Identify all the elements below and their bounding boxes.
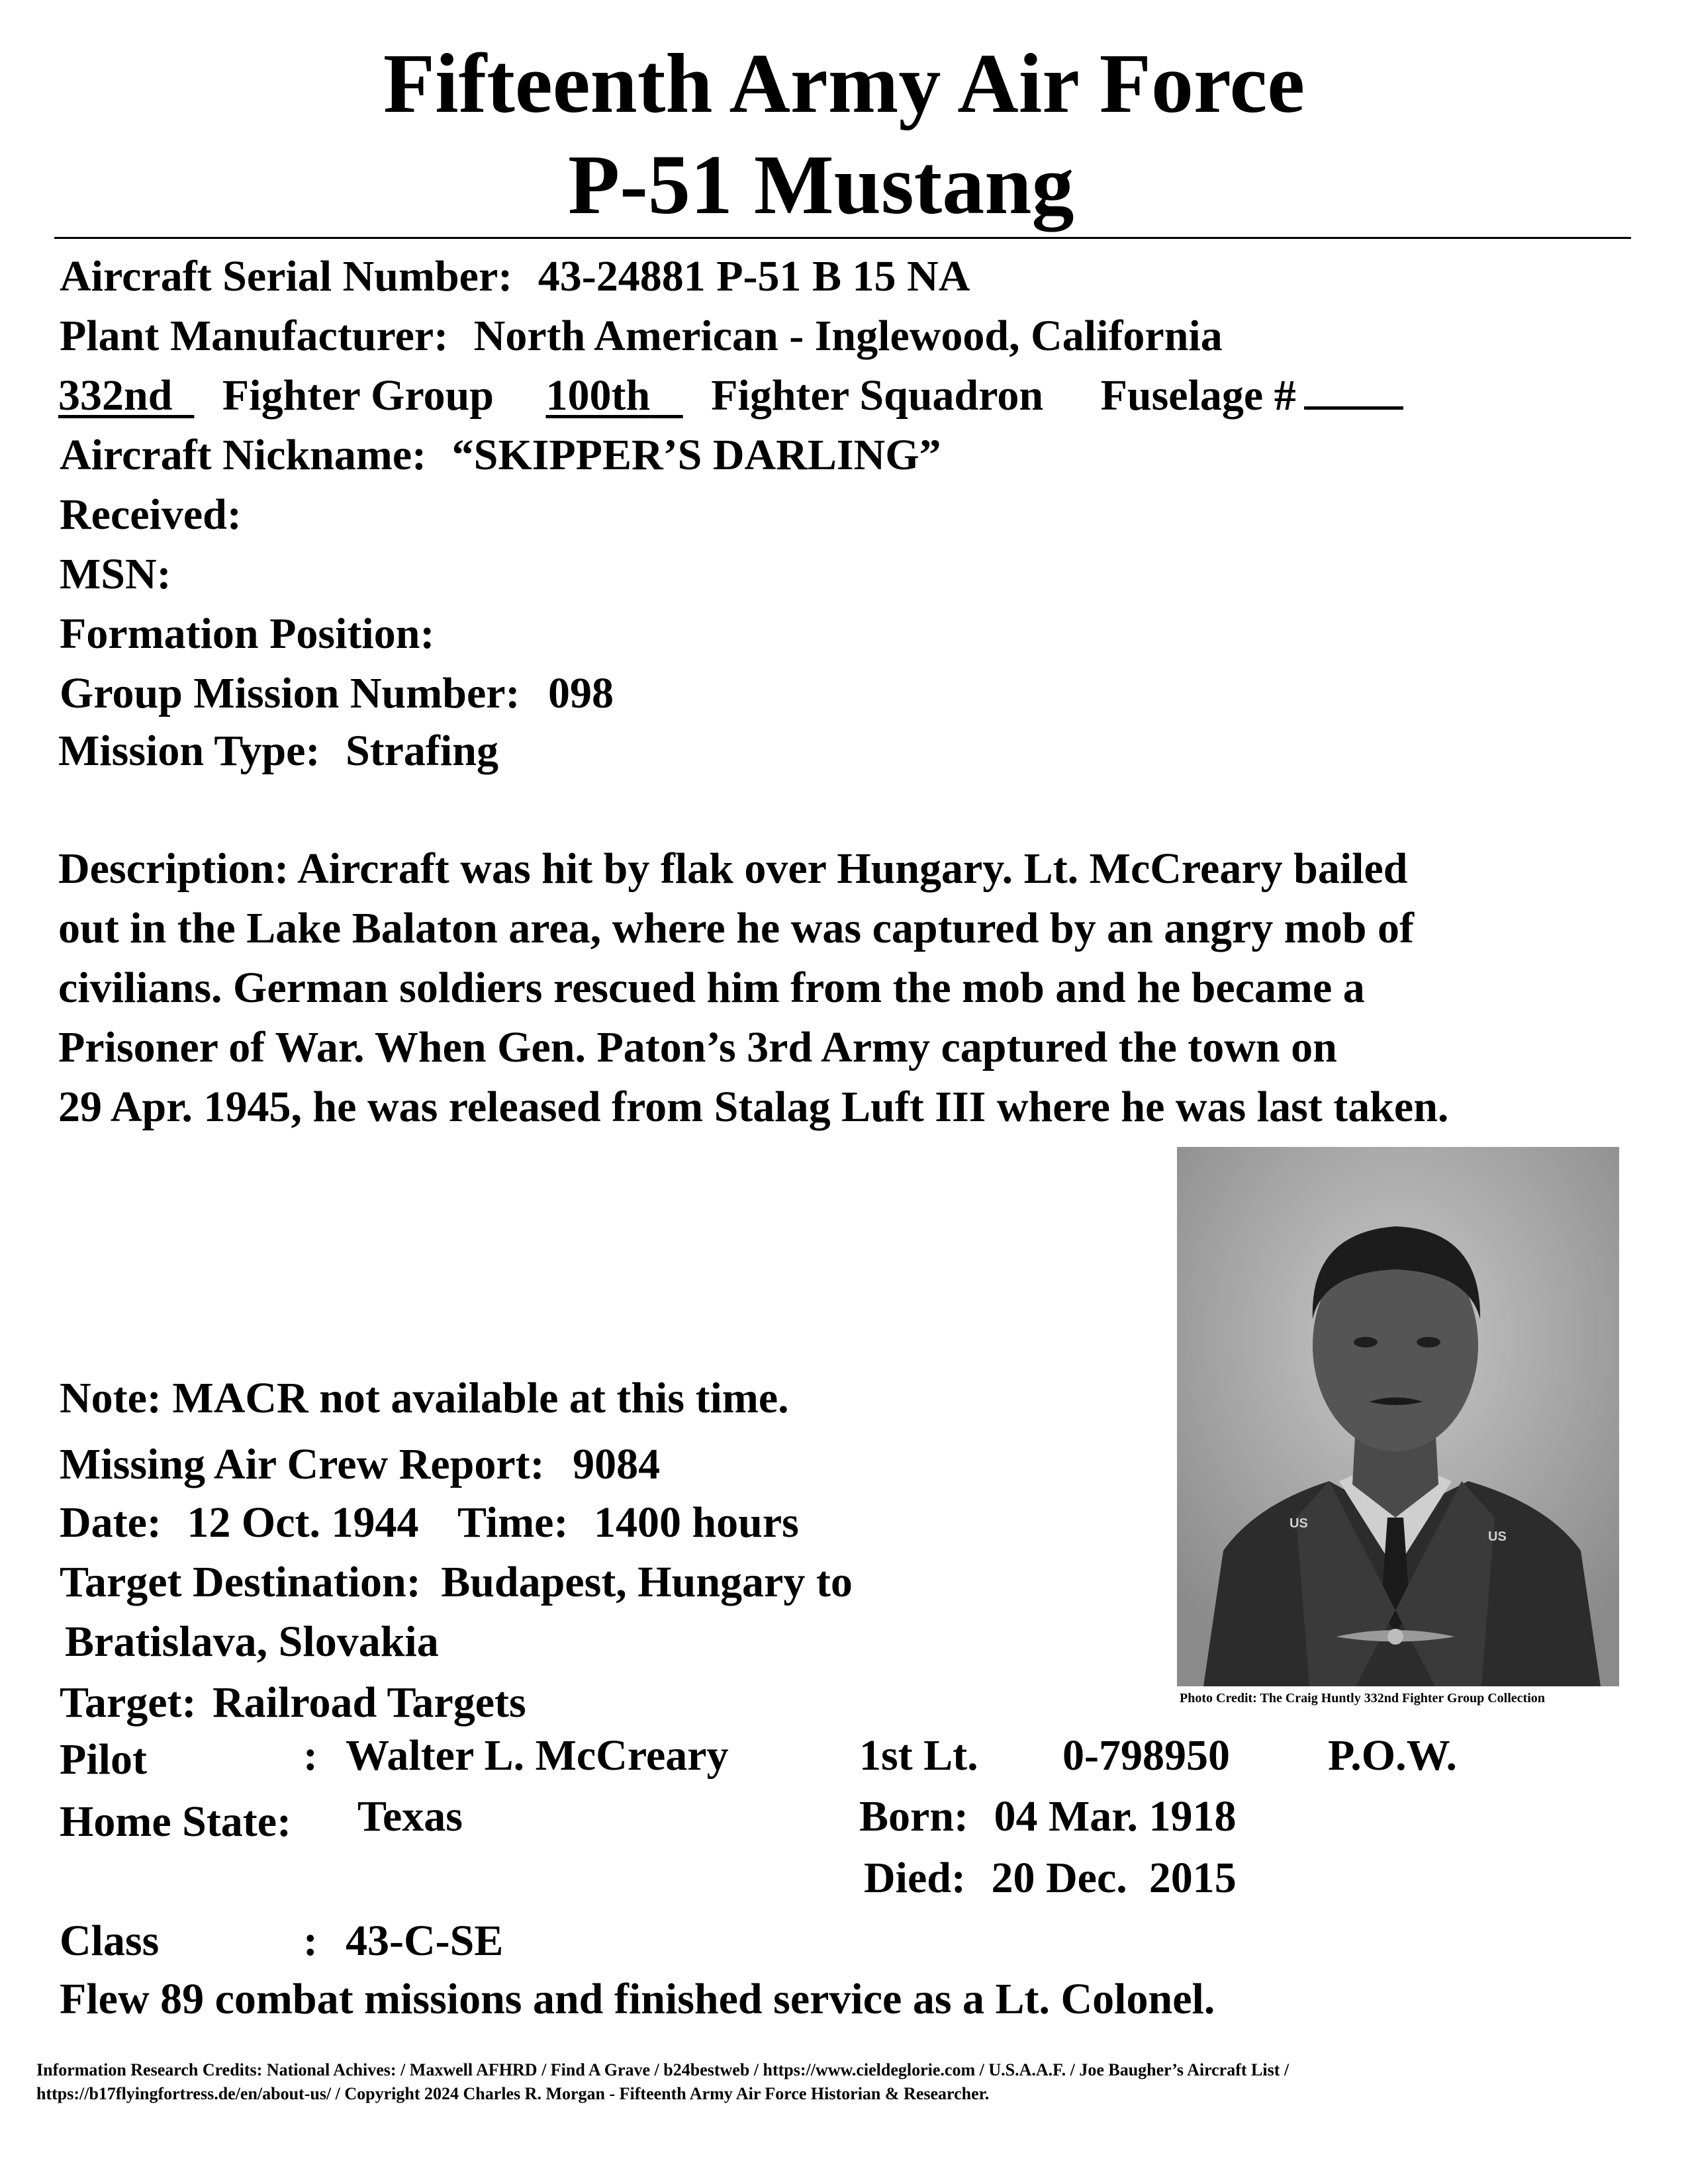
- description-line-5: 29 Apr. 1945, he was released from Stalag Luft III where he was last taken.: [58, 1083, 1449, 1131]
- pilot-colon: :: [303, 1731, 318, 1780]
- nickname-value: “SKIPPER’S DARLING”: [451, 431, 941, 479]
- pilot-serial: 0-798950: [1062, 1731, 1230, 1780]
- group-mission-row: [60, 669, 614, 717]
- date-time-row: [60, 1498, 799, 1547]
- home-state-value: Texas: [357, 1792, 463, 1841]
- serial-number-value: 43-24881 P-51 B 15 NA: [538, 252, 970, 300]
- photo-credit: Photo Credit: The Craig Huntly 332nd Fighter Group Collection: [1180, 1691, 1545, 1706]
- pilot-status: P.O.W.: [1328, 1731, 1458, 1780]
- class-label: Class: [60, 1917, 160, 1965]
- target-destination-value-2: Bratislava, Slovakia: [65, 1617, 439, 1666]
- msn-label: MSN:: [60, 550, 171, 598]
- description-label: Description:: [58, 844, 289, 893]
- title-divider: [54, 237, 1631, 239]
- unit-row: [58, 371, 1403, 420]
- insignia-right-text: US: [1488, 1529, 1507, 1544]
- received-label: Received:: [60, 490, 242, 539]
- serial-number-label: Aircraft Serial Number:: [60, 252, 513, 300]
- nickname-label: Aircraft Nickname:: [60, 431, 427, 479]
- description-line-2: out in the Lake Balaton area, where he was captured by an angry mob of: [58, 904, 1414, 952]
- target-destination-value: Budapest, Hungary to: [441, 1558, 853, 1606]
- target-destination-label: Target Destination:: [60, 1558, 421, 1606]
- mission-type-row: [58, 729, 498, 773]
- mission-type-value: Strafing: [345, 727, 498, 775]
- born-label: Born:: [859, 1792, 968, 1841]
- time-value: 1400 hours: [593, 1498, 799, 1547]
- nickname-row: [60, 433, 941, 477]
- insignia-left-text: US: [1289, 1516, 1308, 1531]
- footer-credits-line-2: https://b17flyingfortress.de/en/about-us/ / Copyright 2024 Charles R. Morgan - Fifteenth Army Air Force Historian & Researcher.: [36, 2084, 990, 2103]
- fuselage-blank: [1304, 406, 1403, 410]
- serial-number-row: [60, 252, 970, 300]
- macr-label: Missing Air Crew Report:: [60, 1440, 545, 1488]
- description-text-1: Aircraft was hit by flak over Hungary. Lt. McCreary bailed: [297, 844, 1408, 893]
- page-title: Fifteenth Army Air Force: [383, 36, 1305, 130]
- date-value: 12 Oct. 1944: [187, 1498, 419, 1547]
- squadron-value: 100th: [545, 371, 651, 420]
- group-value: 332nd: [58, 371, 173, 420]
- macr-value: 9084: [573, 1440, 661, 1488]
- born-row: [859, 1792, 1237, 1841]
- home-state-label: Home State:: [60, 1797, 292, 1846]
- pilot-portrait-photo: [1177, 1147, 1619, 1686]
- formation-label: Formation Position:: [60, 610, 435, 658]
- group-mission-value: 098: [548, 669, 614, 717]
- date-label: Date:: [60, 1498, 162, 1547]
- target-destination-row: [60, 1558, 853, 1606]
- group-label: Fighter Group: [222, 371, 494, 420]
- manufacturer-value: North American - Inglewood, California: [473, 312, 1223, 360]
- pilot-name: Walter L. McCreary: [346, 1731, 729, 1780]
- born-value: 04 Mar. 1918: [994, 1792, 1237, 1841]
- macr-note: Note: MACR not available at this time.: [60, 1374, 789, 1422]
- died-label: Died:: [864, 1854, 966, 1902]
- mission-type-label: Mission Type:: [58, 727, 320, 775]
- page-subtitle: P-51 Mustang: [568, 138, 1074, 232]
- pilot-label: Pilot: [60, 1735, 147, 1784]
- description-line-3: civilians. German soldiers rescued him from the mob and he became a: [58, 964, 1365, 1012]
- died-row: [864, 1856, 1237, 1900]
- manufacturer-row: [60, 314, 1223, 358]
- target-label: Target:: [60, 1678, 197, 1727]
- time-label: Time:: [457, 1498, 569, 1547]
- target-row: [60, 1678, 526, 1727]
- description-line-1: [58, 844, 1408, 893]
- class-colon: :: [303, 1917, 318, 1965]
- class-value: 43-C-SE: [346, 1917, 504, 1965]
- squadron-label: Fighter Squadron: [711, 371, 1044, 420]
- fuselage-label: Fuselage #: [1100, 371, 1296, 420]
- service-summary: Flew 89 combat missions and finished service as a Lt. Colonel.: [60, 1975, 1215, 2023]
- pilot-rank: 1st Lt.: [859, 1731, 978, 1780]
- died-value: 20 Dec. 2015: [991, 1854, 1237, 1902]
- description-line-4: Prisoner of War. When Gen. Paton’s 3rd Army captured the town on: [58, 1023, 1337, 1071]
- target-value: Railroad Targets: [212, 1678, 526, 1727]
- footer-credits-line-1: Information Research Credits: National Achives: / Maxwell AFHRD / Find A Grave / b24bestweb / https://www.cieldeglorie.com / U.S.A.A.F. / Joe Baugher’s Aircraft List /: [36, 2060, 1289, 2079]
- macr-row: [60, 1440, 661, 1488]
- group-mission-label: Group Mission Number:: [60, 669, 520, 717]
- manufacturer-label: Plant Manufacturer:: [60, 312, 449, 360]
